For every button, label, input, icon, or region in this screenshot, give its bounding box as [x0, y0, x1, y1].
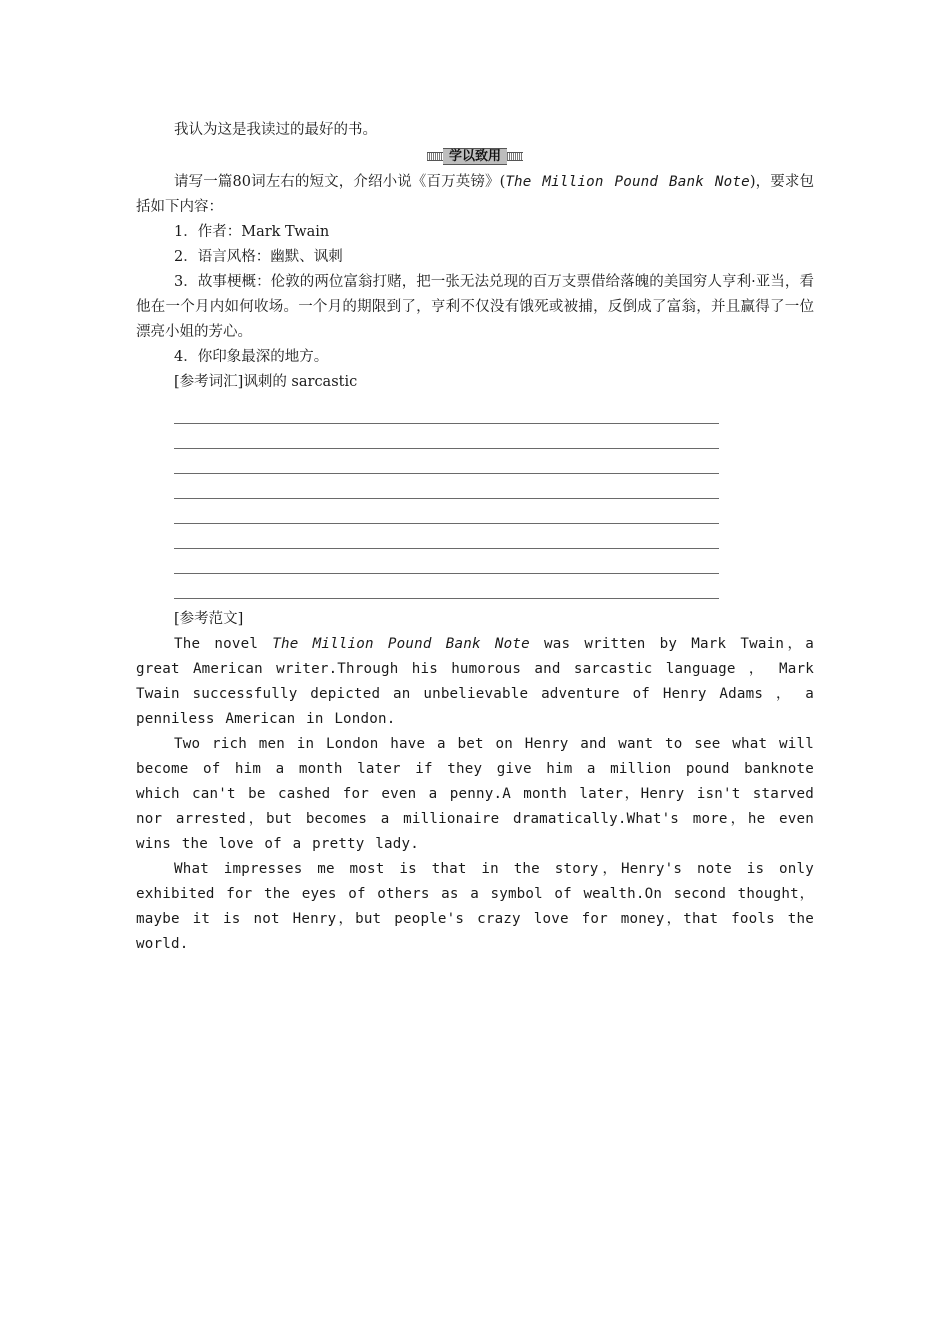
task-prompt — [136, 170, 814, 220]
answer-line[interactable] — [174, 524, 719, 549]
answer-line[interactable] — [174, 549, 719, 574]
section-banner-box — [427, 149, 523, 163]
banner-left-bar — [427, 152, 443, 161]
task-item-impression: 4．你印象最深的地方。 — [174, 349, 329, 365]
answer-line[interactable] — [174, 424, 719, 449]
answer-line[interactable] — [174, 574, 719, 599]
answer-lines — [136, 401, 814, 599]
sample-label: [参考范文] — [174, 611, 244, 627]
task-item-style: 2．语言风格：幽默、讽刺 — [174, 249, 343, 265]
sample-paragraph-2: Two rich men in London have a bet on Henry and want to see what will become of him a month later if they give him a million pound banknote which can't be cashed for even a penny.A month later，Henry isn't starved nor arrested，but becomes a millionaire dramatically.What's more，he even wins the love of a pretty lady. — [136, 736, 814, 852]
section-title: 学以致用 — [443, 148, 507, 165]
sample-p1-start: The novel — [174, 636, 273, 652]
task-vocab: [参考词汇]讽刺的 sarcastic — [174, 374, 358, 390]
task-prompt-start: 请写一篇80词左右的短文，介绍小说《百万英镑》( — [174, 174, 506, 190]
answer-line[interactable] — [174, 449, 719, 474]
task-prompt-end: )，要求包括如下内容： — [136, 174, 814, 215]
banner-right-bar — [507, 152, 523, 161]
intro-line: 我认为这是我读过的最好的书。 — [174, 122, 377, 138]
sample-p1-title: The Million Pound Bank Note — [272, 636, 530, 652]
section-banner — [136, 144, 814, 168]
answer-line[interactable] — [174, 401, 719, 424]
answer-line[interactable] — [174, 499, 719, 524]
document-page — [136, 118, 814, 957]
answer-line[interactable] — [174, 474, 719, 499]
task-item-plot: 3．故事梗概：伦敦的两位富翁打赌，把一张无法兑现的百万支票借给落魄的美国穷人亨利·亚当，看他在一个月内如何收场。一个月的期限到了，亨利不仅没有饿死或被捕，反倒成了富翁，并且赢得了一位漂亮小姐的芳心。 — [136, 274, 814, 340]
sample-paragraph-1 — [136, 632, 814, 732]
sample-paragraph-3: What impresses me most is that in the story，Henry's note is only exhibited for the eyes of others as a symbol of wealth.On second thought，maybe it is not Henry，but people's crazy love for money，that fools the world. — [136, 861, 814, 952]
task-prompt-title: The Million Pound Bank Note — [505, 174, 750, 190]
task-item-author: 1．作者：Mark Twain — [174, 224, 330, 240]
sample-p1-end: was written by Mark Twain，a great American writer.Through his humorous and sarcastic language ， Mark Twain successfully depicted an unbelievable adventure of Henry Adams ， a penniless American in London. — [136, 636, 814, 727]
